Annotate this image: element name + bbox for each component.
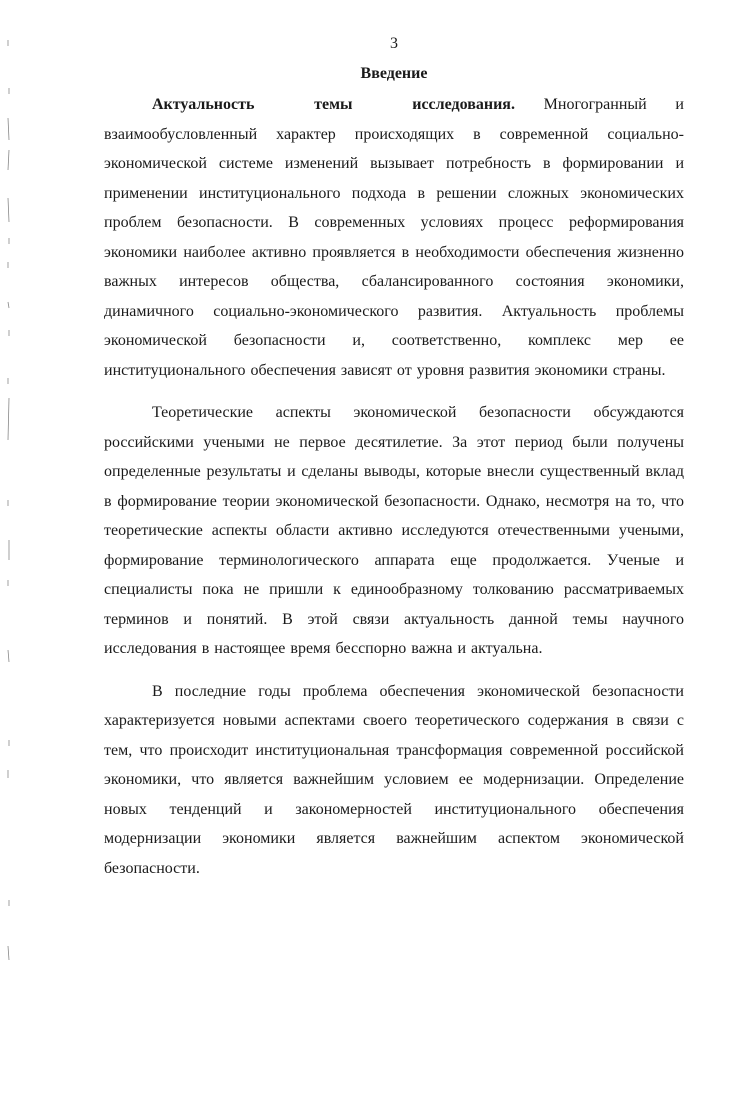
paragraph-recent-years bbox=[104, 677, 684, 884]
paragraph-text: Теоретические аспекты экономической безопасности обсуждаются российскими учеными не первое десятилетие. За этот период были получены определенные результаты и сделаны выводы, которые внесли существенный вклад в формирование теории экономической безопасности. Однако, несмотря на то, что теоретические аспекты области активно исследуются отечественными учеными, формирование терминологического аппарата еще продолжается. Ученые и специалисты пока не пришли к единообразному толкованию рассматриваемых терминов и понятий. В этой связи актуальность данной темы научного исследования в настоящее время бесспорно важна и актуальна. bbox=[104, 404, 684, 657]
scan-edge-marks bbox=[4, 0, 14, 1100]
paragraph-text: В последние годы проблема обеспечения экономической безопасности характеризуется новыми аспектами своего теоретического содержания в связи с тем, что происходит институциональная трансформация современной российской экономики, что является важнейшим условием ее модернизации. Определение новых тенденций и закономерностей институционального обеспечения модернизации экономики является важнейшим аспектом экономической безопасности. bbox=[104, 682, 684, 877]
page-number: 3 bbox=[390, 35, 398, 52]
paragraph-lead: Актуальность темы исследования. bbox=[152, 96, 515, 113]
document-page bbox=[104, 34, 684, 896]
paragraph-relevance bbox=[104, 90, 684, 385]
paragraph-text: Многогранный и взаимообусловленный характер происходящих в современной социально-экономической системе изменений вызывает потребность в формировании и применении институционального подхода в решении сложных экономических проблем безопасности. В современных условиях процесс реформирования экономики наиболее активно проявляется в необходимости обеспечения жизненно важных интересов общества, сбалансированного состояния экономики, динамичного социально-экономического развития. Актуальность проблемы экономической безопасности и, соответственно, комплекс мер ее институционального обеспечения зависят от уровня развития экономики страны. bbox=[104, 96, 684, 379]
paragraph-theory bbox=[104, 398, 684, 664]
section-heading: Введение bbox=[360, 65, 428, 82]
